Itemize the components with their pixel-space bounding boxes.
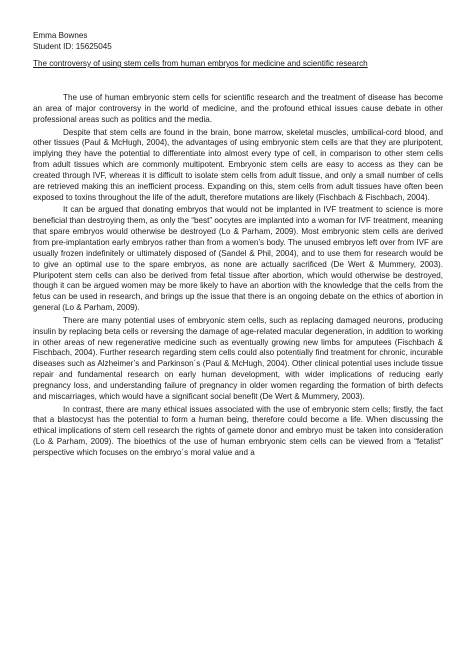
- body-paragraph: The use of human embryonic stem cells for scientific research and the treatment of disease has become an area of major controversy in the world of medicine, and the profound ethical issues cause debate in other professional areas such as politics and the media.: [33, 93, 443, 124]
- body-paragraph: Despite that stem cells are found in the brain, bone marrow, skeletal muscles, umbilical-cord blood, and other tissues (Paul & McHugh, 2004), the advantages of using embryonic stem cells are that they are pluripotent, implying they have the potential to differentiate into almost every type of cell, in comparison to other stem cells from adult tissues which are commonly multipotent. Embryonic stem cells are easy to access as they can be created through IVF, whereas it is difficult to isolate stem cells from adult tissue, and only a small number of cells are retrieved making this an inefficient process. Expanding on this, stem cells from adult tissues have often been exposed to toxins throughout the life of the adult, therefore mutations are likely (Fischbach & Fischbach, 2004).: [33, 127, 443, 202]
- body-paragraph: There are many potential uses of embryonic stem cells, such as replacing damaged neurons, producing insulin by replacing beta cells or reversing the damage of age-related macular degeneration, in addition to working in other areas of new regenerative medicine such as eventually growing new limbs for amputees (Fischbach & Fischbach, 2004). Further research regarding stem cells could also potentially find treatment for chronic, incurable diseases such as Alzheimer’s and Parkinson´s (Paul & McHugh, 2004). Other clinical potential uses include tissue repair and fundamental research on early human development, with wider implications of reducing early pregnancy loss, and understanding failure of pregnancy in older women regarding the formation of birth defects and miscarriages, which would have a significant social benefit (De Wert & Mummery, 2003).: [33, 315, 443, 401]
- body-paragraph: It can be argued that donating embryos that would not be implanted in IVF treatment to science is more beneficial than destroying them, as only the “best” oocytes are implanted into a woman for IVF treatment, meaning that spare embryos would otherwise be destroyed (Lo & Parham, 2009). Most embryonic stem cells are derived from pre-implantation early embryos rather than from a women’s body. The unused embryos left over from IVF are usually frozen indefinitely or ultimately disposed of (Sandel & Phil, 2004), and to use them for research would be to give an optimal use to the spare embryos, as none are actually sacrificed (De Wert & Mummery, 2003). Pluripotent stem cells can also be derived from fetal tissue after abortion, which would otherwise be destroyed, though it can be argued women may be more likely to have an abortion with the knowledge that the cells from the fetus can be used in research, and brings up the issue that there is an ongoing debate on the ethics of abortion in general (Lo & Parham, 2009).: [33, 205, 443, 313]
- body-paragraph: In contrast, there are many ethical issues associated with the use of embryonic stem cells; firstly, the fact that a blastocyst has the potential to form a human being, therefore could become a life. When discussing the ethical implications of stem cell research the rights of gamete donor and embryo must be taken into consideration (Lo & Parham, 2009). The bioethics of the use of human embryonic stem cells can be viewed from a “fetalist” perspective which focuses on the embryo´s moral value and a: [33, 404, 443, 457]
- document-body: [33, 93, 443, 461]
- student-id: Student ID: 15625045: [33, 41, 112, 51]
- document-header: [33, 31, 112, 53]
- document-title: The controversy of using stem cells from human embryos for medicine and scientific research: [33, 59, 368, 68]
- author-name: Emma Bownes: [33, 31, 88, 40]
